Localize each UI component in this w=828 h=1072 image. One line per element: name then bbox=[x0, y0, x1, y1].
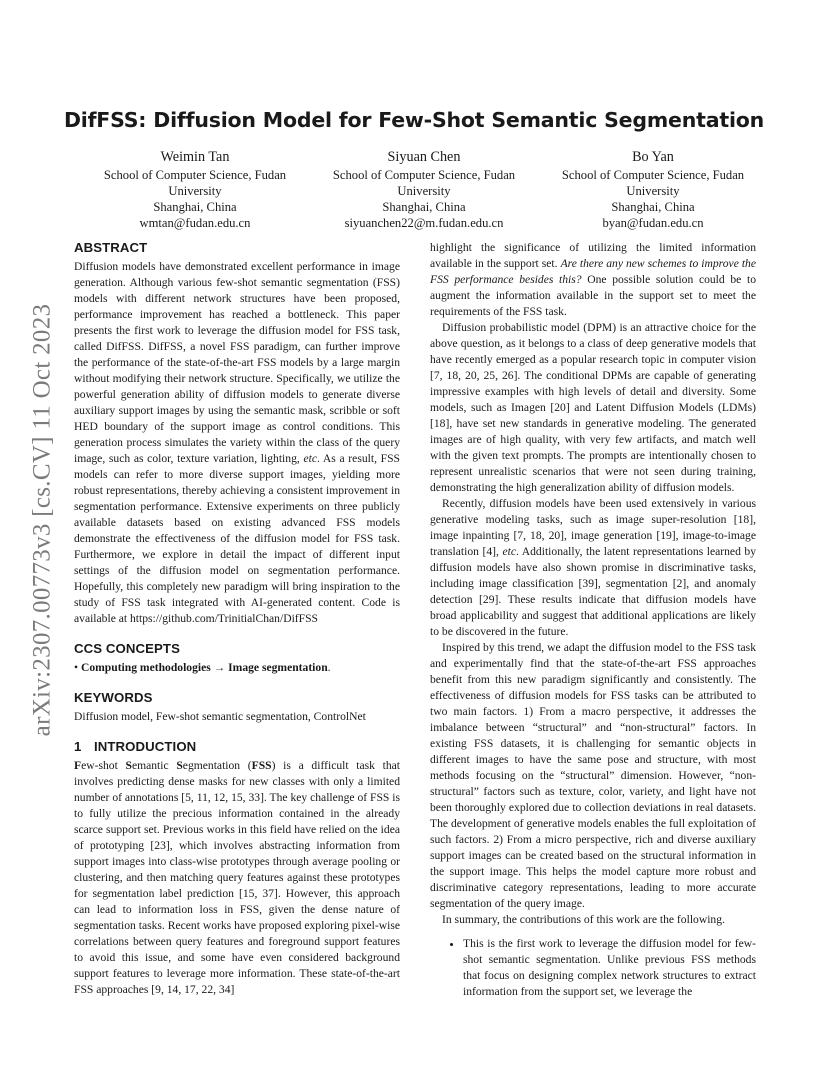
abstract-text: Diffusion models have demonstrated excellent performance in image generation. Although various few-shot semantic segmentation (FSS) models with different network structures have been proposed, performance improvement has reached a bottleneck. This paper presents the first work to leverage the diffusion model for FSS task, called DifFSS. DifFSS, a novel FSS paradigm, can further improve the performance of the state-of-the-art FSS models by a large margin without modifying their network structure. Specifically, we utilize the powerful generation ability of diffusion models to generate diverse auxiliary support images by using the semantic mask, scribble or soft HED boundary of the support image as control conditions. This generation process simulates the variety within the class of the query image, such as color, texture variation, lighting, etc. As a result, FSS models can refer to more diverse support images, yielding more robust representations, thereby achieving a consistent improvement in segmentation performance. Extensive experiments on three publicly available datasets based on existing advanced FSS models demonstrate the effectiveness of the diffusion model for FSS task. Furthermore, we explore in detail the impact of different input settings of the diffusion model on segmentation performance. Hopefully, this completely new paradigm will bring inspiration to the study of FSS task integrated with AI-generated content. Code is available at https://github.com/TrinitialChan/DifFSS bbox=[74, 260, 400, 625]
author-name: Weimin Tan bbox=[160, 149, 230, 165]
author-affiliation: University bbox=[626, 184, 680, 198]
author-affiliation: School of Computer Science, Fudan bbox=[103, 168, 287, 182]
author-email[interactable]: wmtan@fudan.edu.cn bbox=[139, 216, 251, 230]
introduction-heading: 1 INTRODUCTION bbox=[74, 739, 197, 754]
intro-paragraph-2: Diffusion probabilistic model (DPM) is an attractive choice for the above question, as it belongs to a class of deep generative models that have recently emerged as a popular research topic in computer vision [7, 18, 20, 25, 26]. The conditional DPMs are capable of generating impressive examples with high levels of detail and diversity. Some models, such as Imagen [20] and Latent Diffusion Models (LDMs) [18], have set new standards in generative modeling. The generated images are of high quality, with very few artifacts, and match well with the given text prompts. The prompts are intentionally chosen to represent unrealistic scenarios that were not seen during training, demonstrating the high generalization ability of diffusion models. bbox=[430, 321, 756, 494]
paper-title: DifFSS: Diffusion Model for Few-Shot Semantic Segmentation bbox=[63, 108, 765, 132]
intro-paragraph-5: In summary, the contributions of this work are the following. bbox=[442, 913, 725, 926]
keywords-heading: KEYWORDS bbox=[74, 690, 153, 705]
author-1 bbox=[88, 148, 302, 231]
author-name: Bo Yan bbox=[632, 149, 674, 165]
right-column bbox=[430, 240, 756, 1000]
author-location: Shanghai, China bbox=[153, 200, 237, 214]
author-block bbox=[88, 148, 760, 231]
author-3 bbox=[546, 148, 760, 231]
ccs-item: • Computing methodologies → Image segmentation. bbox=[74, 661, 331, 674]
left-column bbox=[74, 240, 400, 998]
contribution-item: • This is the first work to leverage the diffusion model for few-shot semantic segmentation. Unlike previous FSS methods that focus on designing complex network structures to extract information from the support set, we leverage the bbox=[463, 936, 756, 1000]
intro-paragraph-1: Few-shot Semantic Segmentation (FSS) is a difficult task that involves predicting dense masks for new classes with only a limited number of annotations [5, 11, 12, 15, 33]. The key challenge of FSS is to fully utilize the precious information contained in the already scarce support set. Previous works in this field have relied on the idea of prototyping [23], which involves abstracting information from support images into class-wise prototypes through average pooling or clustering, and then matching query features against these prototypes for segmentation label prediction [15, 37]. However, this approach can lead to information loss in FSS, given the dense nature of segmentation tasks. Recent works have proposed exploring pixel-wise correlations between query features and foreground support features to avoid this issue, and some have even considered background support features to leverage more information. These state-of-the-art FSS approaches [9, 14, 17, 22, 34] bbox=[74, 759, 401, 996]
intro-paragraph-3: Recently, diffusion models have been used extensively in various generative modeling tasks, such as image super-resolution [18], image inpainting [7, 18, 20], image generation [19], image-to-image translation [4], etc. Additionally, the latent representations learned by diffusion models have also shown promise in discriminative tasks, including image classification [39], segmentation [2], and anomaly detection [29]. These results indicate that diffusion models have broad applicability and suggest that additional applications are likely to be discovered in the future. bbox=[430, 497, 756, 638]
author-affiliation: School of Computer Science, Fudan bbox=[561, 168, 745, 182]
intro-paragraph-1-cont: highlight the significance of utilizing the limited information available in the support set. Are there any new schemes to improve the FSS performance besides this? One possible solution could be to augment the information available in the support set to meet the requirements of the FSS task. bbox=[430, 241, 756, 318]
ccs-heading: CCS CONCEPTS bbox=[74, 641, 180, 656]
author-affiliation: School of Computer Science, Fudan bbox=[332, 168, 516, 182]
author-name: Siyuan Chen bbox=[387, 149, 461, 165]
author-location: Shanghai, China bbox=[611, 200, 695, 214]
arxiv-identifier: arXiv:2307.00773v3 [cs.CV] 11 Oct 2023 bbox=[28, 303, 56, 737]
author-2 bbox=[317, 148, 531, 231]
author-affiliation: University bbox=[168, 184, 222, 198]
keywords-section bbox=[74, 690, 400, 725]
introduction-section bbox=[74, 739, 400, 998]
author-email[interactable]: byan@fudan.edu.cn bbox=[602, 216, 704, 230]
keywords-text: Diffusion model, Few-shot semantic segmentation, ControlNet bbox=[74, 710, 366, 723]
author-email[interactable]: siyuanchen22@m.fudan.edu.cn bbox=[344, 216, 504, 230]
contribution-list bbox=[430, 936, 756, 1000]
ccs-section bbox=[74, 641, 400, 676]
abstract-heading: ABSTRACT bbox=[74, 240, 148, 255]
author-location: Shanghai, China bbox=[382, 200, 466, 214]
author-affiliation: University bbox=[397, 184, 451, 198]
intro-paragraph-4: Inspired by this trend, we adapt the diffusion model to the FSS task and experimentally find that the state-of-the-art FSS approaches benefit from this new paradigm significantly and consistently. The effectiveness of diffusion models for FSS tasks can be attributed to two main factors. 1) From a macro perspective, it addresses the imbalance between “structural” and “non-structural” factors. In existing FSS datasets, it is challenging for semantic objects in different images to have the same pose and structure, with most methods focusing on the “structural” dimension. However, “non-structural” factors such as texture, color, variety, and light have not been thoroughly explored due to collection deviations in real datasets. The development of generative models enables the full exploitation of such factors. 2) From a micro perspective, rich and diverse auxiliary support images can be created based on the structural information in the support image. This helps the model capture more robust and discriminative category representations, leading to more accurate segmentation of the query image. bbox=[430, 641, 756, 910]
